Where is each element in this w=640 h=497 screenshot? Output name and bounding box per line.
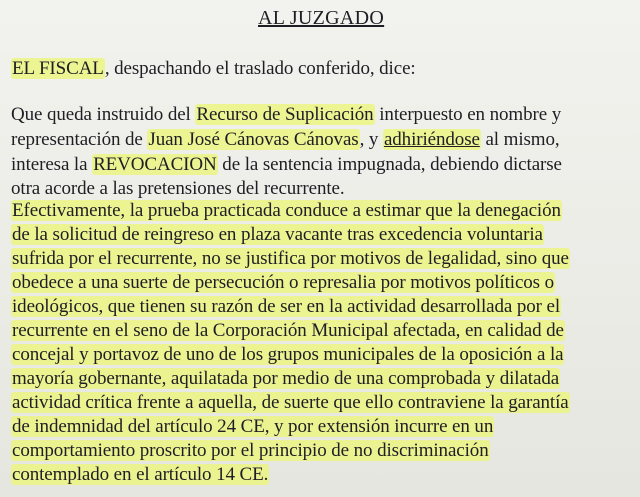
p2-l4-text: obedece a una suerte de persecución o represalia por motivos políticos o xyxy=(12,272,555,293)
p2-line-3 xyxy=(11,248,570,270)
p2-line-2 xyxy=(11,224,544,246)
recurso-highlight: Recurso de Suplicación xyxy=(196,104,374,125)
p1-l3-text-a: interesa la xyxy=(11,154,93,175)
adhiriendose-highlight: adhiriéndose xyxy=(383,129,480,150)
fiscal-highlight: EL FISCAL xyxy=(12,58,104,79)
p2-line-9 xyxy=(11,392,570,414)
p1-l2-text-a: representación de xyxy=(11,129,148,150)
p2-l9-text: actividad crítica frente a aquella, de suerte que ello contraviene la garantía xyxy=(12,392,569,413)
p1-l4-text: otra acorde a las pretensiones del recurrente. xyxy=(11,178,345,199)
p1-l2-text-e: al mismo, xyxy=(480,129,560,150)
p1-l1-text-c: interpuesto en nombre y xyxy=(374,104,562,125)
p1-line-4 xyxy=(11,178,345,200)
p2-l1-text: Efectivamente, la prueba practicada conduce a estimar que la denegación xyxy=(12,200,561,221)
p2-line-1 xyxy=(11,200,562,222)
p2-l7-text: concejal y portavoz de uno de los grupos municipales de la oposición a la xyxy=(12,344,564,365)
p2-l11-text: comportamiento proscrito por el principio de no discriminación xyxy=(12,440,489,461)
p2-l10-text: de indemnidad del artículo 24 CE, y por extensión incurre en un xyxy=(12,416,494,437)
p1-l3-text-c: de la sentencia impugnada, debiendo dictarse xyxy=(217,154,562,175)
intro-line xyxy=(11,58,416,80)
intro-rest: , despachando el traslado conferido, dice: xyxy=(104,58,416,79)
name-highlight: Juan José Cánovas Cánovas xyxy=(148,129,359,150)
p2-l3-text: sufrida por el recurrente, no se justifica por motivos de legalidad, sino que xyxy=(12,248,569,269)
p2-l12-text: contemplado en el artículo 14 CE. xyxy=(12,464,269,485)
p2-line-10 xyxy=(11,416,494,438)
p2-l8-text: mayoría gobernante, aquilatada por medio de una comprobada y dilatada xyxy=(12,368,560,389)
p2-line-4 xyxy=(11,272,555,294)
p2-line-7 xyxy=(11,344,564,366)
p2-line-8 xyxy=(11,368,560,390)
p2-line-12 xyxy=(11,464,269,486)
p1-line-1 xyxy=(11,104,561,126)
p1-l2-text-c: , y xyxy=(359,129,383,150)
p2-l5-text: ideológicos, que tienen su razón de ser en la actividad desarrollada por el xyxy=(12,296,561,317)
p2-line-11 xyxy=(11,440,490,462)
p2-l2-text: de la solicitud de reingreso en plaza vacante tras excedencia voluntaria xyxy=(12,224,543,245)
document-title: AL JUZGADO xyxy=(258,7,385,29)
revocacion-highlight: REVOCACION xyxy=(93,154,217,175)
p1-l1-text-a: Que queda instruido del xyxy=(11,104,196,125)
p2-line-6 xyxy=(11,320,565,342)
p2-line-5 xyxy=(11,296,561,318)
p2-l6-text: recurrente en el seno de la Corporación Municipal afectada, en calidad de xyxy=(12,320,564,341)
p1-line-3 xyxy=(11,154,562,176)
p1-line-2 xyxy=(11,129,560,151)
